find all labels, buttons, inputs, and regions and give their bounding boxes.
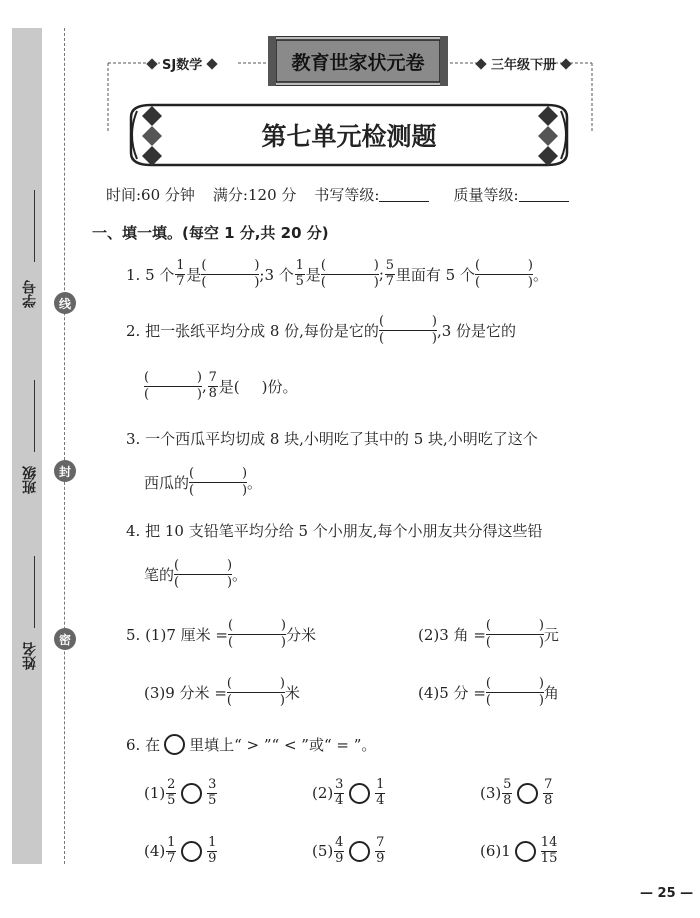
q1-text: 是 [186, 265, 202, 284]
item-label: (1) [144, 784, 166, 803]
comparison-item [144, 836, 218, 867]
fraction: $\frac{5}{7}$ [385, 257, 395, 289]
score-info: 满分:120 分 [212, 186, 297, 204]
diamond-icon [207, 58, 218, 69]
q1-text: 里面有 5 个 [395, 265, 475, 284]
fraction: $\frac{7}{8}$ [544, 777, 553, 808]
item-label: (2) [312, 784, 334, 803]
comparison-item [312, 836, 386, 867]
grade-label: 三年级下册 [491, 58, 557, 73]
fraction: $\frac{3}{4}$ [335, 777, 344, 808]
student-id-line [34, 190, 35, 262]
question-3-line-2 [144, 466, 262, 498]
q1-text: 1. 5 个 [126, 265, 175, 284]
question-2-line-2: ( ) ( ) , $\frac{7}{8}$ 是( )份。 [144, 369, 298, 402]
answer-blank[interactable]: ( ) ( ) [189, 466, 248, 498]
answer-blank[interactable]: ( ) ( ) [474, 258, 533, 290]
time-info: 时间:60 分钟 [106, 186, 195, 204]
compare-circle[interactable] [181, 841, 202, 862]
q1-text: 。 [532, 265, 548, 284]
question-5-4: (4)5 分 = ( ) ( ) 角 [418, 676, 559, 708]
answer-blank[interactable]: ( ) ( ) [320, 258, 379, 290]
question-4-line-1: 4. 把 10 支铅笔平均分给 5 个小朋友,每个小朋友共分得这些铅 [126, 522, 543, 540]
class-label: 班级 [22, 466, 38, 494]
q1-text: ;3 个 [259, 265, 294, 284]
question-5-3: (3)9 分米 = ( ) ( ) 米 [144, 676, 300, 708]
q4-text: 。 [232, 565, 248, 584]
q2-text: 2. 把一张纸平均分成 8 份,每份是它的 [126, 321, 379, 340]
q2-text: )份。 [261, 377, 298, 396]
fraction: $\frac{4}{9}$ [335, 835, 344, 866]
circle-icon [164, 734, 185, 755]
comparison-item [480, 778, 554, 809]
cut-line [64, 28, 65, 864]
subject-label: SJ数学 [162, 58, 203, 73]
quality-grade-field[interactable] [519, 187, 569, 202]
question-2-line-1 [126, 314, 516, 346]
item-label: (6)1 [480, 842, 511, 861]
subject-tag [148, 54, 216, 73]
q2-text: ,3 份是它的 [436, 321, 517, 340]
q1-text: 是 [305, 265, 321, 284]
question-5-2: (2)3 角 = ( ) ( ) 元 [418, 618, 559, 650]
compare-circle[interactable] [515, 841, 536, 862]
answer-blank[interactable]: ( ) ( ) [485, 676, 544, 708]
fraction: $\frac{7}{8}$ [208, 369, 217, 401]
fraction: $\frac{1}{4}$ [376, 777, 385, 808]
compare-circle[interactable] [517, 783, 538, 804]
comparison-item [480, 836, 558, 867]
q3-text: 西瓜的 [144, 473, 190, 492]
grade-tag [477, 54, 570, 73]
q4-text: 笔的 [144, 565, 175, 584]
writing-grade-field[interactable] [379, 187, 429, 202]
brand-logo-text: 教育世家状元卷 [291, 51, 425, 74]
item-label: (4) [144, 842, 166, 861]
answer-blank[interactable]: ( ) ( ) [144, 370, 202, 402]
student-id-label: 学号 [22, 280, 38, 308]
diamond-icon [146, 58, 157, 69]
diamond-icon [560, 58, 571, 69]
name-label: 姓名 [22, 642, 38, 670]
class-line [34, 380, 35, 452]
q3-text: 。 [247, 473, 263, 492]
writing-grade-label: 书写等级: [314, 186, 380, 204]
comparison-item [312, 778, 386, 809]
section-heading: 一、填一填。(每空 1 分,共 20 分) [92, 224, 329, 242]
name-line [34, 556, 35, 628]
diamond-icon [475, 58, 486, 69]
q2-text: 是( [218, 377, 240, 396]
binding-strip [12, 28, 42, 864]
answer-blank[interactable]: ( ) ( ) [485, 618, 544, 650]
page-number: — 25 — [640, 886, 694, 901]
seal-seal-mark: 封 [54, 460, 76, 482]
fraction: $\frac{1}{9}$ [208, 835, 217, 866]
diamond-stack-right [536, 104, 560, 168]
compare-circle[interactable] [349, 783, 370, 804]
brand-logo [268, 36, 448, 86]
answer-blank[interactable]: ( ) ( ) [378, 314, 437, 346]
comparison-item [144, 778, 218, 809]
question-1 [126, 258, 548, 290]
compare-circle[interactable] [181, 783, 202, 804]
fraction: $\frac{1}{7}$ [176, 257, 185, 289]
compare-circle[interactable] [349, 841, 370, 862]
item-label: (5) [312, 842, 334, 861]
seal-secret-mark: 密 [54, 628, 76, 650]
fraction: $\frac{1}{5}$ [295, 257, 304, 289]
seal-line-mark: 线 [54, 292, 76, 314]
page-title: 第七单元检测题 [261, 122, 437, 151]
question-4-line-2 [144, 558, 247, 590]
fraction: $\frac{3}{5}$ [208, 777, 217, 808]
info-row [106, 184, 569, 205]
fraction: $\frac{2}{5}$ [167, 777, 176, 808]
fraction: $\frac{7}{9}$ [376, 835, 385, 866]
question-5-1: 5. (1)7 厘米 = ( ) ( ) 分米 [126, 618, 316, 650]
answer-blank[interactable]: ( ) ( ) [226, 676, 285, 708]
fraction: $\frac{14}{15}$ [540, 835, 558, 866]
answer-blank[interactable]: ( ) ( ) [174, 558, 233, 590]
q1-text: ; [378, 265, 384, 284]
answer-blank[interactable]: ( ) ( ) [227, 618, 286, 650]
answer-blank[interactable]: ( ) ( ) [201, 258, 260, 290]
question-6: 6. 在 里填上“ > ”“ < ”或“ = ”。 [126, 736, 377, 754]
fraction: $\frac{1}{7}$ [167, 835, 176, 866]
title-banner [117, 103, 581, 167]
fraction: $\frac{5}{8}$ [503, 777, 512, 808]
question-3-line-1: 3. 一个西瓜平均切成 8 块,小明吃了其中的 5 块,小明吃了这个 [126, 430, 538, 448]
diamond-stack-left [140, 104, 164, 168]
item-label: (3) [480, 784, 502, 803]
quality-grade-label: 质量等级: [453, 186, 519, 204]
